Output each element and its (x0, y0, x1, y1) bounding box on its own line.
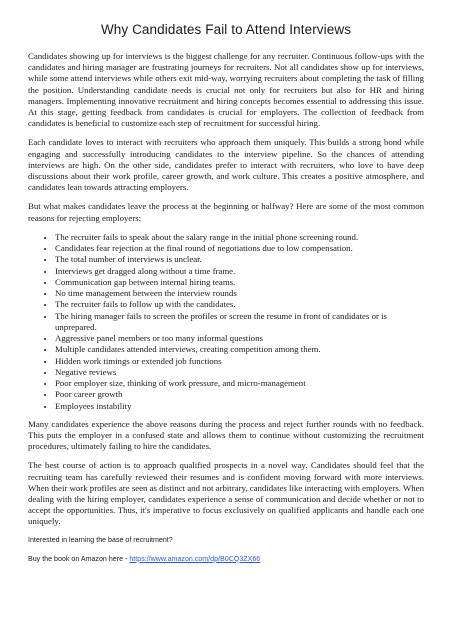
list-item: • The recruiter fails to follow up with the candidates. (55, 299, 424, 310)
list-item: • Candidates fear rejection at the final round of negotiations due to low compensation. (55, 243, 424, 254)
reasons-list (28, 232, 424, 412)
list-item: • Communication gap between internal hiring teams. (55, 277, 424, 288)
list-item: • The recruiter fails to speak about the salary range in the initial phone screening round. (55, 232, 424, 243)
intro-paragraph: Candidates showing up for interviews is the biggest challenge for any recruiter. Continuous follow-ups with the candidates and hiring manager are frustrating journeys for recruiters. Not all candidates show up for interviews, while some attend interviews while others exit mid-way, worrying recruiters about completing the task of filling the position. Understanding candidate needs is crucial not only for recruiters but also for HR and hiring managers. Implementing innovative recruitment and hiring concepts becomes essential to addressing this issue. At this stage, getting feedback from candidates is crucial for employers. The collection of feedback from candidates is beneficial to customize each step of recruitment for successful hiring. (28, 51, 424, 129)
list-item: • Poor employer size, thinking of work pressure, and micro-management (55, 378, 424, 389)
footer-buy-line (28, 555, 424, 564)
list-item: • Poor career growth (55, 389, 424, 400)
list-item: • Employees instability (55, 401, 424, 412)
closing-paragraph: The best course of action is to approach qualified prospects in a novel way. Candidates should feel that the recruiting team has carefully reviewed their resumes and is confident moving forward with more interviews. When their work profiles are seen as distinct and not arbitrary, candidates like interacting with employers. When dealing with the hiring employer, candidates experience a sense of communication and decide whether or not to accept the opportunities. Thus, it's imperative to focus exclusively on qualified applicants and handle each one uniquely. (28, 460, 424, 527)
list-item: • Hidden work timings or extended job functions (55, 356, 424, 367)
list-item: • Aggressive panel members or too many informal questions (55, 333, 424, 344)
page-title: Why Candidates Fail to Attend Interviews (100, 22, 352, 37)
list-item: • The hiring manager fails to screen the profiles or screen the resume in front of candidates or is unprepared. (55, 311, 424, 334)
list-item: • The total number of interviews is unclear. (55, 254, 424, 265)
list-item: • Negative reviews (55, 367, 424, 378)
body-paragraph: Each candidate loves to interact with recruiters who approach them uniquely. This builds a strong bond while engaging and successfully introducing candidates to the interview pipeline. So the chances of attending interviews are high. On the other side, candidates prefer to interact with recruiters, who love to have deep discussions about their work profile, career growth, and work culture. This creates a positive atmosphere, and candidates lean towards attracting employers. (28, 137, 424, 193)
list-item: • Multiple candidates attended interviews, creating competition among them. (55, 344, 424, 355)
list-item: • No time management between the interview rounds (55, 288, 424, 299)
footer-question: Interested in learning the base of recruitment? (28, 535, 173, 544)
closing-paragraph: Many candidates experience the above reasons during the process and reject further rounds with no feedback. This puts the employer in a confused state and allows them to continue without customizing the recruitment procedures, ultimately failing to hire the candidates. (28, 418, 424, 452)
list-intro-paragraph: But what makes candidates leave the process at the beginning or halfway? Here are some of the most common reasons for rejecting employers: (28, 201, 424, 223)
amazon-link[interactable]: https://www.amazon.com/dp/B0CQ3ZX66 (129, 554, 261, 563)
list-item: • Interviews get dragged along without a time frame. (55, 266, 424, 277)
buy-prefix: Buy the book on Amazon here - (28, 554, 130, 563)
